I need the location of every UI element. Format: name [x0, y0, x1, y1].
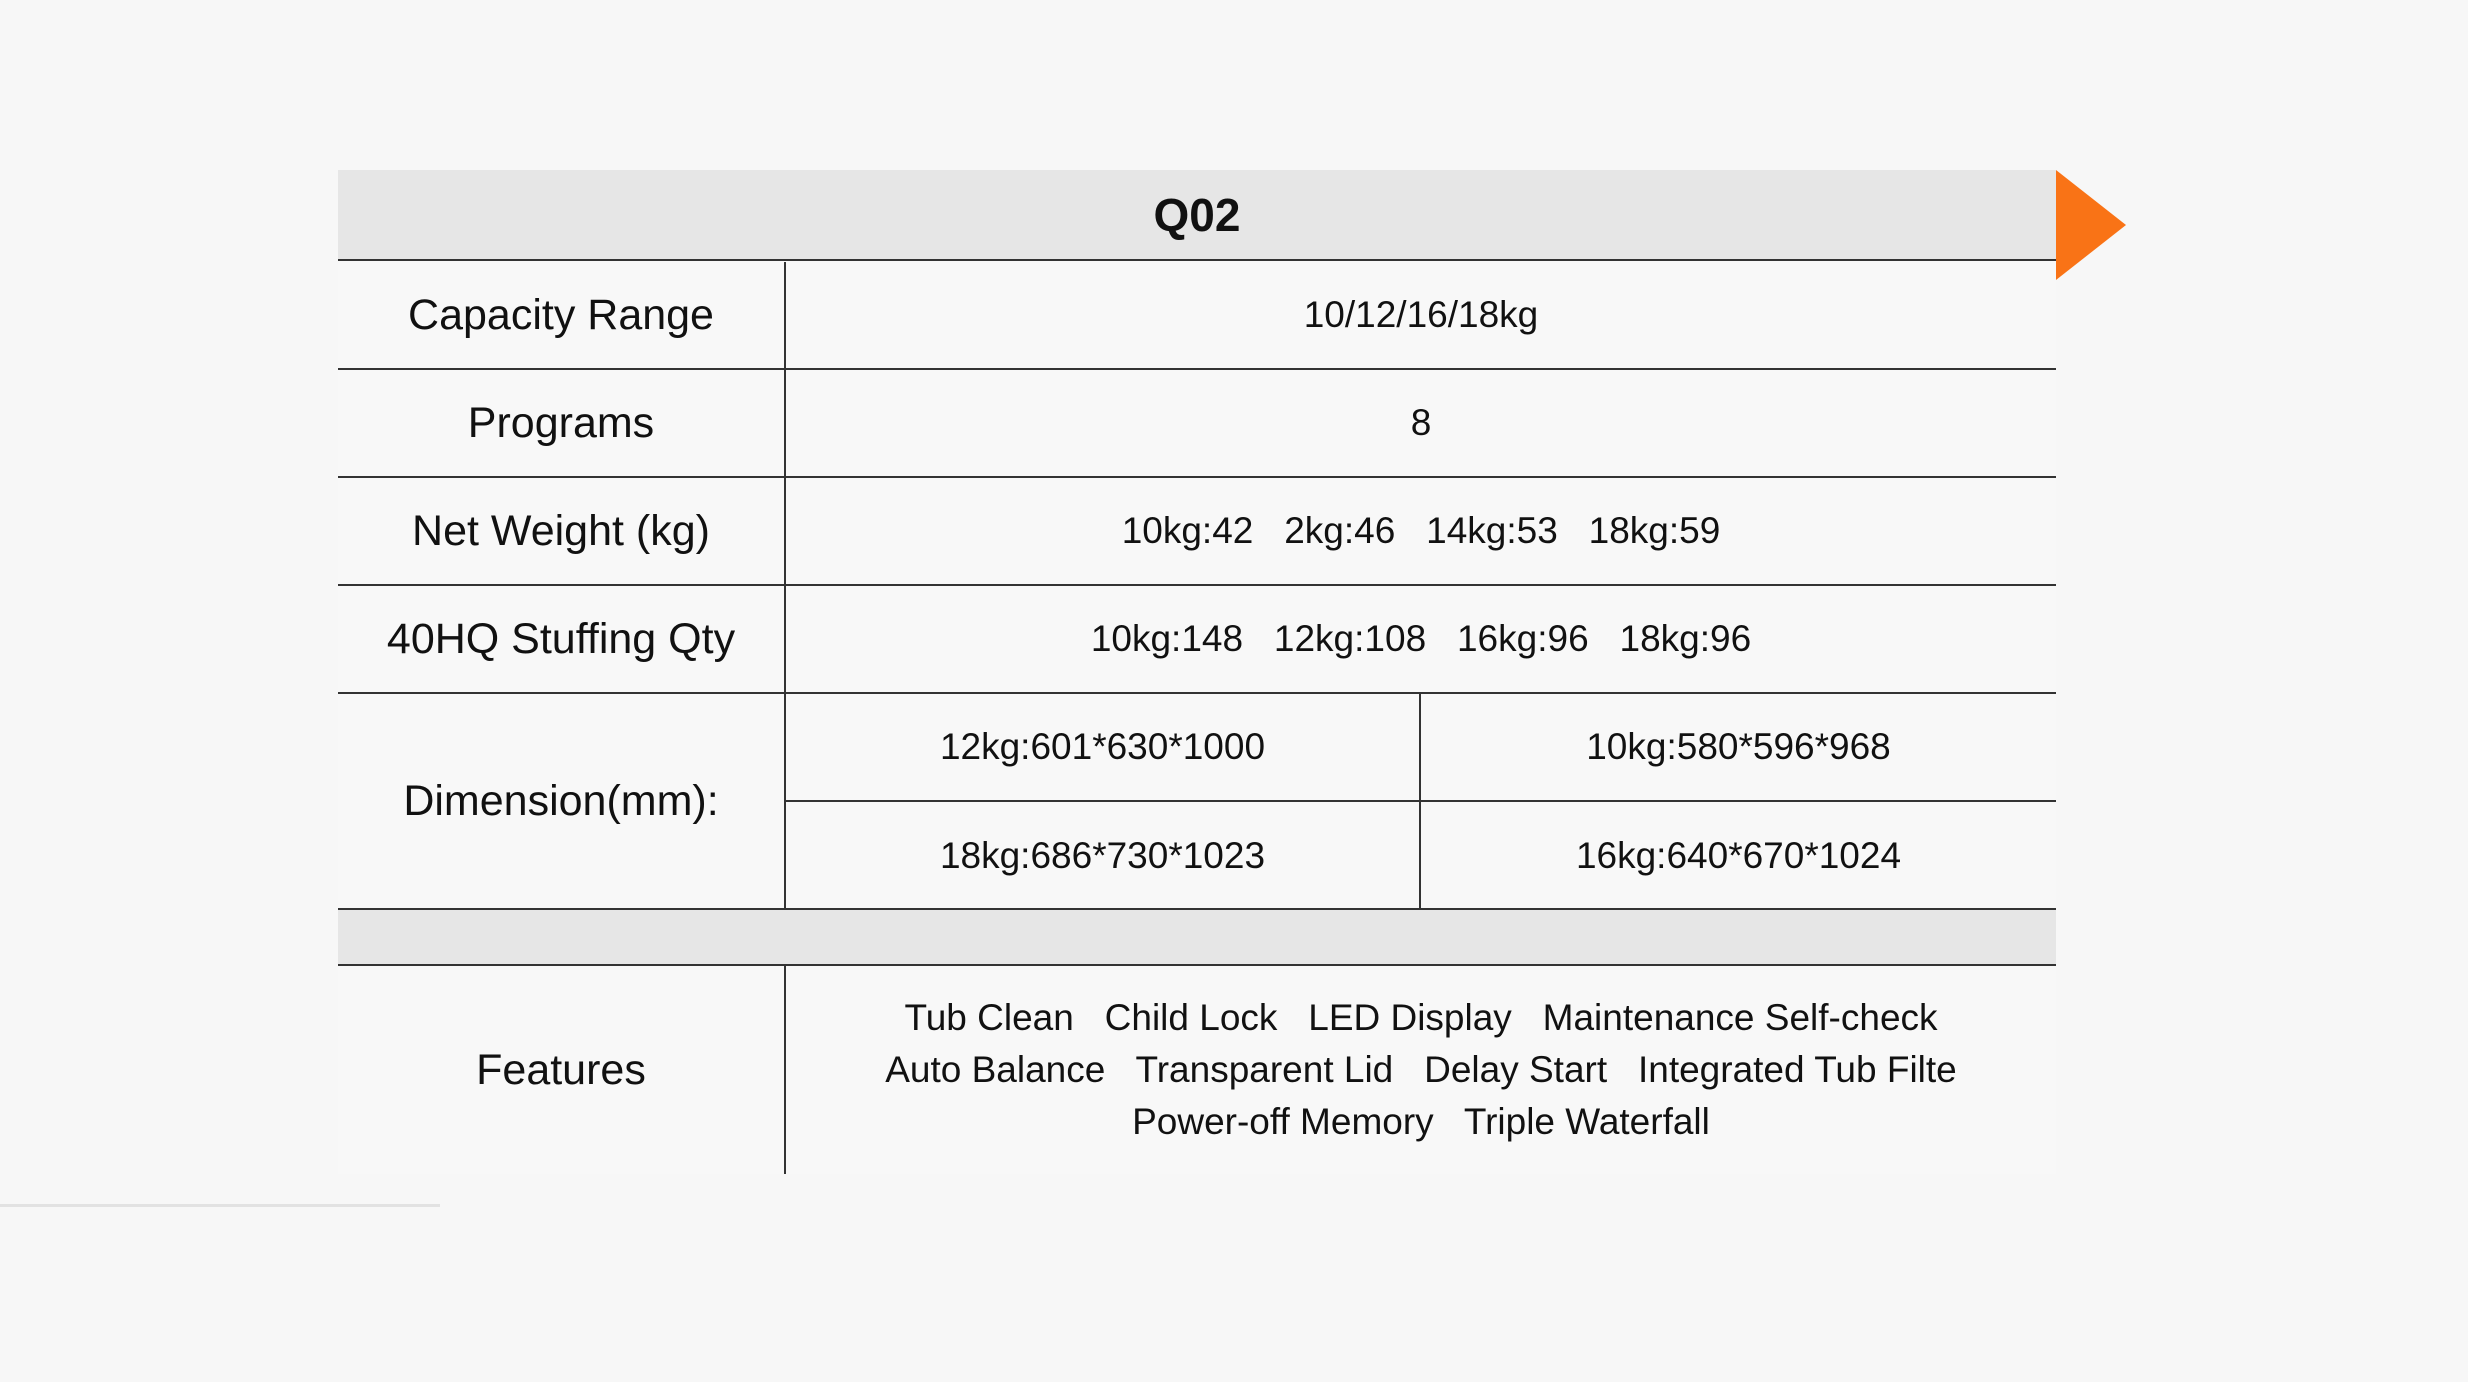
divider — [0, 1204, 440, 1207]
feature-line: Auto Balance Transparent Lid Delay Start Integrated Tub Filte — [885, 1049, 1957, 1090]
table-spacer-row — [338, 910, 2056, 966]
feature-line: Tub Clean Child Lock LED Display Maintenance Self-check — [904, 997, 1938, 1038]
row-value: 10kg:148 12kg:108 16kg:96 18kg:96 — [1090, 618, 1752, 659]
dimension-grid — [786, 694, 2056, 910]
table-row-features — [338, 966, 2056, 1174]
row-value: 10/12/16/18kg — [1303, 294, 1539, 335]
table-row-capacity — [338, 262, 2056, 370]
row-label: Dimension(mm): — [338, 694, 786, 908]
row-label: Net Weight (kg) — [338, 478, 786, 584]
dimension-cell: 12kg:601*630*1000 — [786, 694, 1421, 802]
dimension-cell: 18kg:686*730*1023 — [786, 802, 1421, 910]
features-list — [786, 966, 2056, 1174]
dimension-cell: 16kg:640*670*1024 — [1575, 835, 1902, 876]
table-row-stuffing-qty — [338, 586, 2056, 694]
feature-line: Power-off Memory Triple Waterfall — [1132, 1101, 1710, 1142]
row-value: 10kg:42 2kg:46 14kg:53 18kg:59 — [1121, 510, 1721, 551]
dimension-cell: 10kg:580*596*968 — [1421, 694, 2056, 802]
table-row-programs — [338, 370, 2056, 478]
row-label: 40HQ Stuffing Qty — [338, 586, 786, 692]
table-row-net-weight — [338, 478, 2056, 586]
table-title: Q02 — [338, 170, 2056, 261]
play-arrow-icon[interactable] — [2056, 170, 2126, 280]
row-label: Programs — [338, 370, 786, 476]
spec-table — [338, 170, 2056, 1174]
row-label: Features — [338, 966, 786, 1174]
row-value: 8 — [1410, 402, 1432, 443]
row-label: Capacity Range — [338, 262, 786, 368]
table-row-dimension — [338, 694, 2056, 910]
